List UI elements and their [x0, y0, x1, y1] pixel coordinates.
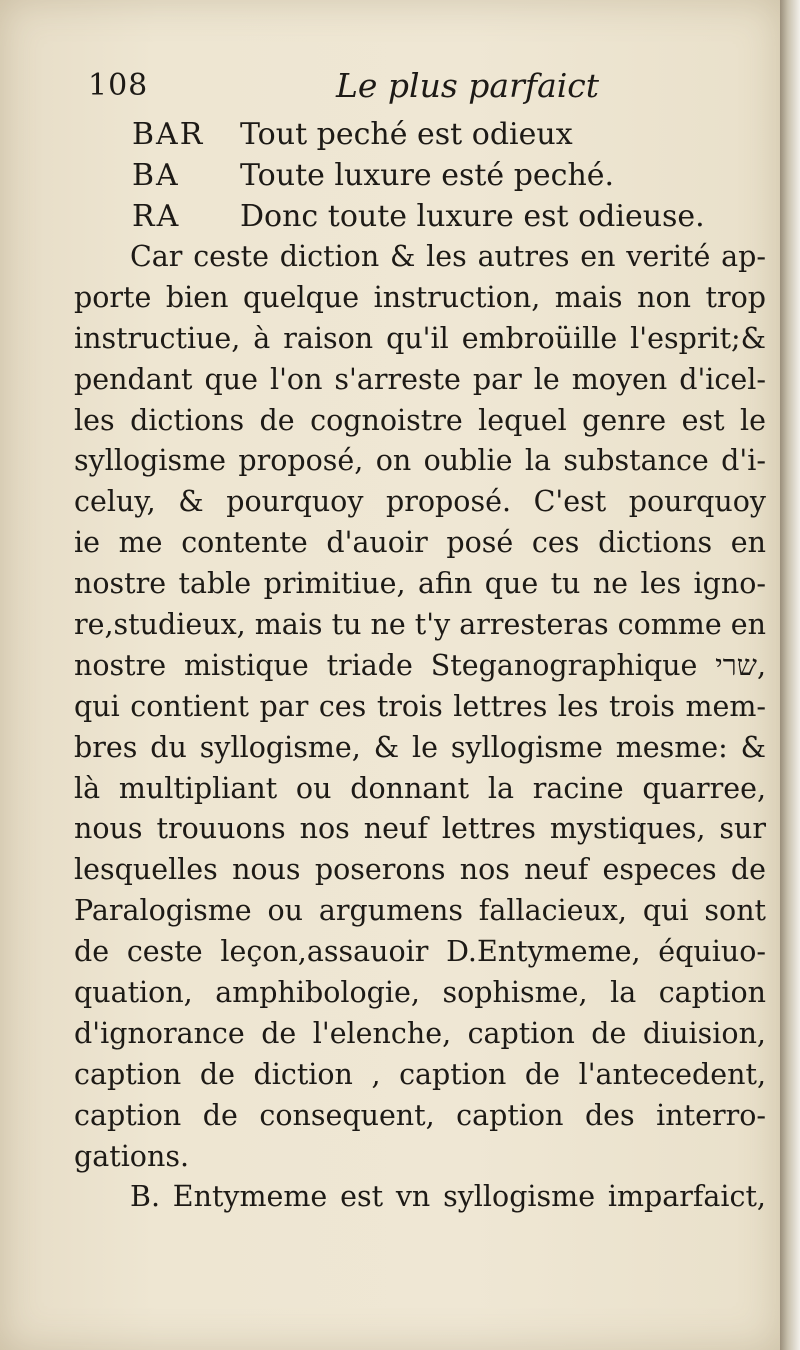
text-line: lesquelles nous poserons nos neuf especes de — [74, 853, 766, 887]
paragraph-2 — [74, 1177, 774, 1218]
page-number: 108 — [88, 68, 149, 103]
text-line: là multipliant ou donnant la racine quarree, — [74, 771, 766, 805]
syllogism-line-major — [74, 114, 774, 155]
text-line: instructiue, à raison qu'il embroüille l'esprit;& — [74, 321, 766, 355]
text-line: pendant que l'on s'arreste par le moyen d'icel- — [74, 362, 766, 396]
text-line: qui contient par ces trois lettres les trois mem- — [74, 689, 766, 723]
text-line: bres du syllogisme, & le syllogisme mesme: & — [74, 730, 766, 764]
text-block — [74, 58, 774, 1218]
page-edge — [780, 0, 800, 1350]
text-line: B. Entymeme est vn syllogisme imparfaict, — [130, 1180, 766, 1214]
text-line: ie me contente d'auoir posé ces dictions en — [74, 526, 766, 560]
text-line: nostre table primitiue, afin que tu ne les igno- — [74, 567, 766, 601]
text-line: syllogisme proposé, on oublie la substance d'i- — [74, 444, 766, 478]
text-line: de ceste leçon,assauoir D.Entymeme, équiuo- — [74, 935, 766, 969]
text-line: celuy, & pourquoy proposé. C'est pourquoy — [74, 485, 766, 519]
syllogism-premise: Tout peché est odieux — [240, 117, 573, 152]
text-line: porte bien quelque instruction, mais non trop — [74, 280, 766, 314]
syllogism-code: RA — [132, 199, 181, 234]
text-line: caption de diction , caption de l'antecedent, — [74, 1057, 766, 1091]
syllogism-premise: Toute luxure esté peché. — [240, 158, 615, 193]
text-line: Car ceste diction & les autres en verité ap- — [130, 240, 766, 273]
text-line: quation, amphibologie, sophisme, la caption — [74, 976, 766, 1010]
page-header — [74, 58, 774, 114]
text-line: Paralogisme ou argumens fallacieux, qui sont — [74, 894, 766, 928]
syllogism-code: BA — [132, 158, 180, 193]
text-line: gations. — [74, 1139, 190, 1173]
paragraph-1 — [74, 237, 774, 1177]
running-title: Le plus parfaict — [336, 66, 600, 105]
text-line: re,studieux, mais tu ne t'y arresteras comme en — [74, 608, 766, 642]
text-line: nous trouuons nos neuf lettres mystiques, sur — [74, 812, 766, 846]
syllogism-code: BAR — [132, 117, 205, 152]
syllogism-example — [74, 114, 774, 237]
text-line: les dictions de cognoistre lequel genre est le — [74, 403, 766, 437]
text-line: caption de consequent, caption des interro- — [74, 1098, 766, 1132]
text-line: nostre mistique triade Steganographique שרי, — [74, 648, 766, 682]
text-line: d'ignorance de l'elenche, caption de diuision, — [74, 1016, 766, 1050]
syllogism-line-minor — [74, 155, 774, 196]
syllogism-line-conclusion — [74, 196, 774, 237]
syllogism-conclusion: Donc toute luxure est odieuse. — [240, 199, 705, 234]
